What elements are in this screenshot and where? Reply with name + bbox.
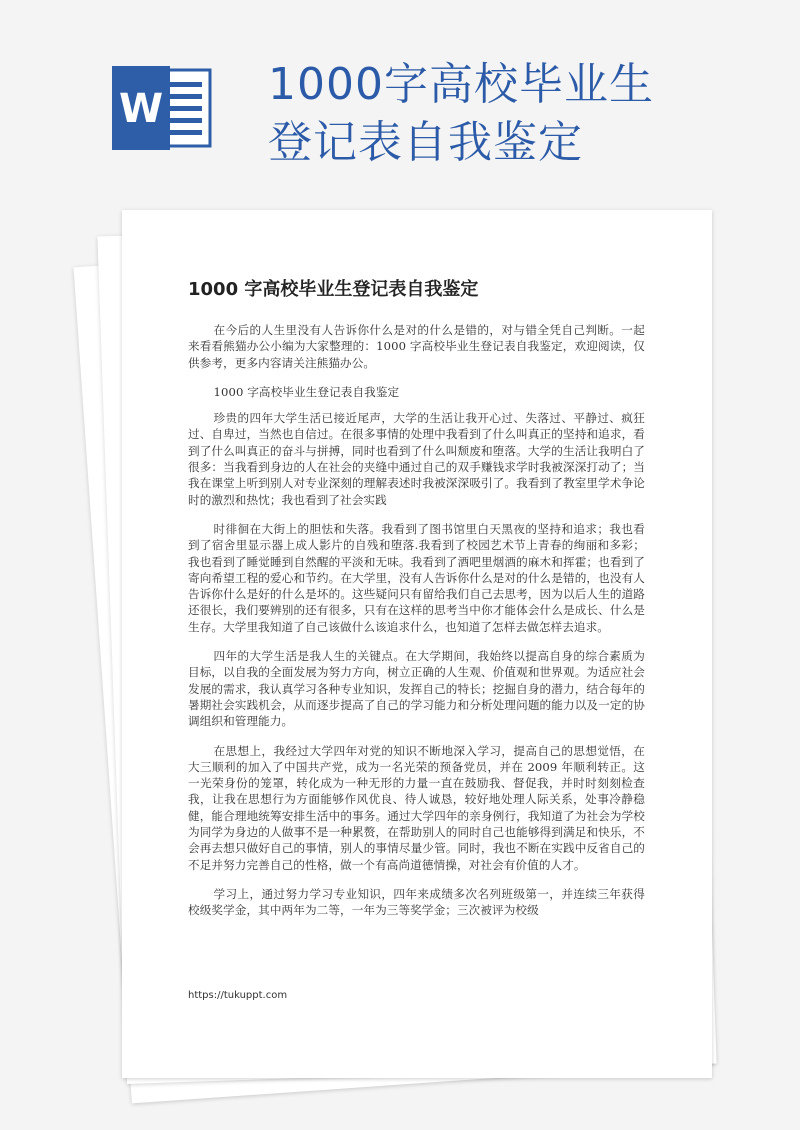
banner-title-line-2: 登记表自我鉴定	[268, 117, 583, 168]
paragraph-subtitle: 1000 字高校毕业生登记表自我鉴定	[213, 384, 400, 399]
paragraph-body: 在思想上，我经过大学四年对党的知识不断地深入学习，提高自己的思想觉悟，在大三顺利的加入了中国共产党，成为一名光荣的预备党员，并在 2009 年顺利转正。这一光荣身份的笼罩，转化成为一种无形的力量一直在鼓励我、督促我，并时时刻刻检查我，让我在思想行为方面能够作风优良、待人诚恳，较好地处理人际关系，处事冷静稳健，能合理地统筹安排生活中的事务。通过大学四年的亲身例行，我知道了为社会为学校为同学为身边的人做事不是一种累赘，在帮助别人的同时自己也能够得到满足和快乐，不会再去想只做好自己的事情，别人的事情尽量少管。同时，我也不断在实践中反省自己的不足并努力完善自己的性格，做一个有高尚道德情操，对社会有价值的人才。	[188, 743, 645, 872]
paragraph-body: 学习上，通过努力学习专业知识，四年来成绩多次名列班级第一，并连续三年获得校级奖学金，其中两年为二等，一年为三等奖学金；三次被评为校级	[188, 886, 645, 918]
paragraph-body: 时徘徊在大街上的胆怯和失落。我看到了图书馆里白天黑夜的坚持和追求；我也看到了宿舍里显示器上成人影片的自残和堕落.我看到了校园艺术节上青春的绚丽和多彩；我也看到了睡觉睡到自然醒的平淡和无味。我看到了酒吧里烟酒的麻木和挥霍；也看到了寄向希望工程的爱心和节约。在大学里，没有人告诉你什么是对的什么是错的，也没有人告诉你什么是好的什么是坏的。这些疑问只有留给我们自己去思考，因为以后人生的道路还很长，我们要辨别的还有很多，只有在这样的思考当中你才能体会什么是成长、什么是生存。大学里我知道了自己该做什么该追求什么，也知道了怎样去做怎样去追求。	[188, 521, 645, 634]
footer-url: https://tukuppt.com	[188, 990, 288, 1001]
logo-letter: W	[118, 86, 164, 132]
banner-title	[268, 56, 778, 172]
document-page	[122, 210, 712, 1078]
paragraph-body: 珍贵的四年大学生活已接近尾声，大学的生活让我开心过、失落过、平静过、疯狂过、自卑过，当然也自信过。在很多事情的处理中我看到了什么叫真正的坚持和追求，看到了什么叫真正的奋斗与拼搏，同时也看到了什么叫颓废和堕落。大学的生活让我明白了很多：当我看到身边的人在社会的夹缝中通过自己的双手赚钱求学时我被深深打动了；当我在课堂上听到别人对专业深刻的理解表述时我被深深吸引了。我看到了教室里学术争论时的激烈和热忱；我也看到了社会实践	[188, 411, 645, 507]
banner-title-line-1: 1000字高校毕业生	[268, 59, 654, 110]
paragraph-intro: 在今后的人生里没有人告诉你什么是对的什么是错的，对与错全凭自己判断。一起来看看熊猫办公小编为大家整理的：1000 字高校毕业生登记表自我鉴定，欢迎阅读，仅供参考，更多内容请关注熊猫办公。	[188, 323, 645, 370]
document-title: 1000 字高校毕业生登记表自我鉴定	[188, 279, 479, 300]
word-document-icon	[112, 66, 212, 150]
document-body	[188, 278, 645, 932]
paragraph-body: 四年的大学生活是我人生的关键点。在大学期间，我始终以提高自身的综合素质为目标，以自我的全面发展为努力方向，树立正确的人生观、价值观和世界观。为适应社会发展的需求，我认真学习各种专业知识，发挥自己的特长；挖掘自身的潜力，结合每年的暑期社会实践机会，从而逐步提高了自己的学习能力和分析处理问题的能力以及一定的协调组织和管理能力。	[188, 649, 645, 729]
